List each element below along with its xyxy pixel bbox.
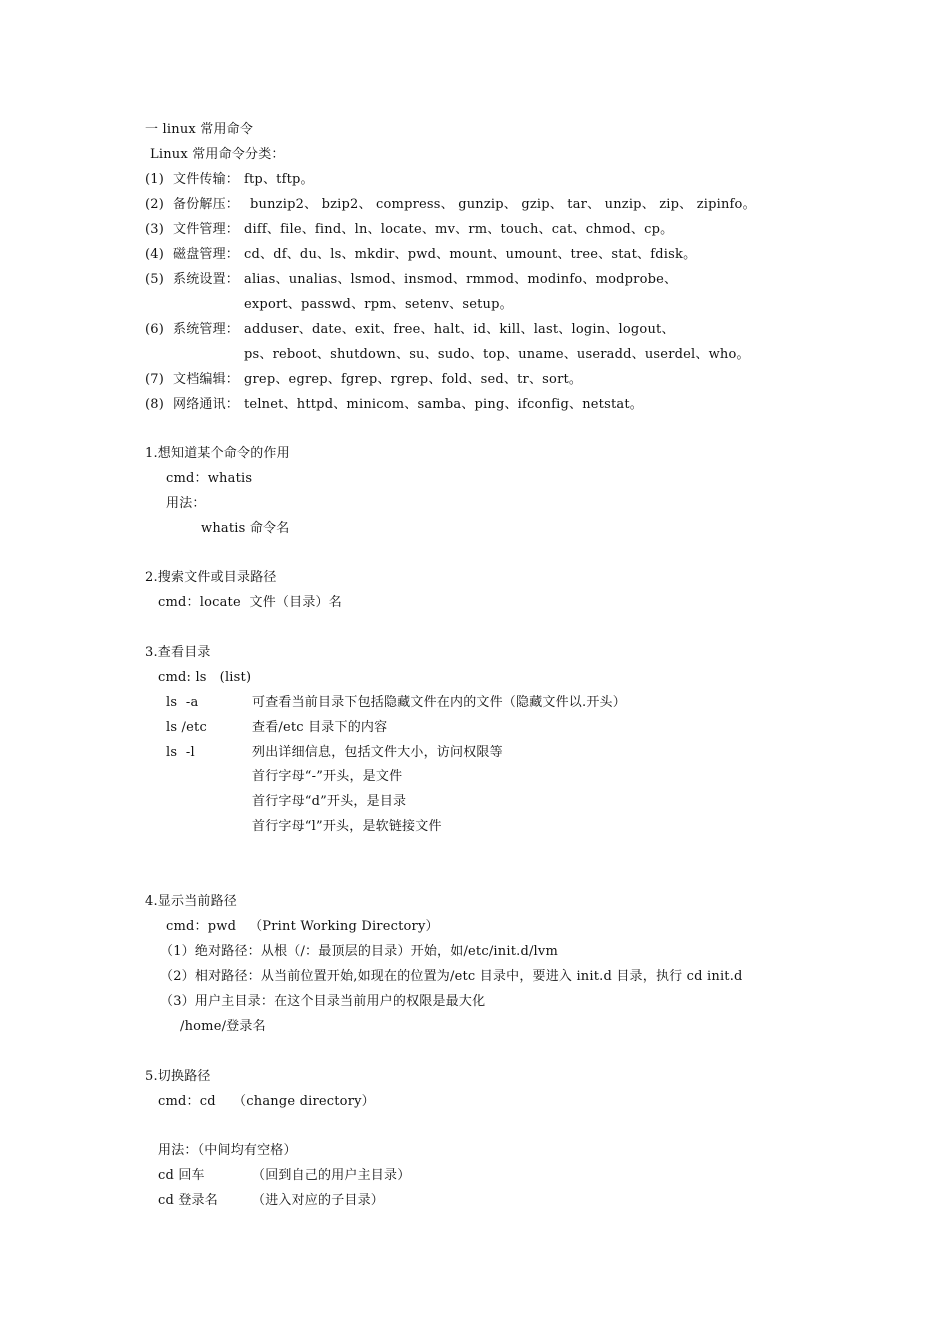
- option-command: ls -l: [166, 745, 195, 760]
- category-num: (5): [145, 272, 165, 287]
- category-num: (8): [145, 397, 165, 412]
- option-command: cd 登录名: [158, 1193, 218, 1208]
- section-heading: 4.显示当前路径: [145, 894, 238, 909]
- command-line: cmd：cd （change directory）: [158, 1094, 375, 1109]
- command-line: cmd：locate 文件（目录）名: [158, 595, 342, 610]
- category-label: 网络通讯：: [173, 397, 240, 412]
- category-commands-cont: export、passwd、rpm、setenv、setup。: [244, 297, 513, 312]
- option-description: 查看/etc 目录下的内容: [252, 720, 388, 735]
- option-description: 首行字母“-”开头，是文件: [252, 769, 403, 784]
- category-commands: alias、unalias、lsmod、insmod、rmmod、modinfo、modprobe、: [244, 272, 678, 287]
- option-command: cd 回车: [158, 1168, 205, 1183]
- list-item: （2）相对路径：从当前位置开始,如现在的位置为/etc 目录中，要进入 init.d 目录，执行 cd init.d: [160, 969, 743, 984]
- section-heading: 5.切换路径: [145, 1069, 211, 1084]
- option-command: ls /etc: [166, 720, 207, 735]
- category-label: 系统管理：: [173, 322, 240, 337]
- category-commands: ftp、tftp。: [244, 172, 314, 187]
- category-label: 文档编辑：: [173, 372, 240, 387]
- category-num: (7): [145, 372, 165, 387]
- category-label: 磁盘管理：: [173, 247, 240, 262]
- doc-subtitle: Linux 常用命令分类：: [150, 147, 285, 162]
- command-line: cmd：pwd （Print Working Directory）: [166, 919, 439, 934]
- category-commands: diff、file、find、ln、locate、mv、rm、touch、cat、chmod、cp。: [244, 222, 674, 237]
- usage-example: whatis 命令名: [201, 521, 290, 536]
- list-item: （3）用户主目录：在这个目录当前用户的权限是最大化: [160, 994, 486, 1009]
- category-label: 备份解压：: [173, 197, 240, 212]
- category-num: (2): [145, 197, 165, 212]
- category-commands: telnet、httpd、minicom、samba、ping、ifconfig、netstat。: [244, 397, 643, 412]
- category-num: (4): [145, 247, 165, 262]
- option-description: 首行字母“d”开头，是目录: [252, 794, 407, 809]
- category-commands: cd、df、du、ls、mkdir、pwd、mount、umount、tree、stat、fdisk。: [244, 247, 697, 262]
- category-num: (6): [145, 322, 165, 337]
- option-description: 可查看当前目录下包括隐藏文件在内的文件（隐藏文件以.开头）: [252, 695, 626, 710]
- section-heading: 3.查看目录: [145, 645, 211, 660]
- category-commands: adduser、date、exit、free、halt、id、kill、last、login、logout、: [244, 322, 675, 337]
- category-commands-cont: ps、reboot、shutdown、su、sudo、top、uname、useradd、userdel、who。: [244, 347, 750, 362]
- home-path: /home/登录名: [180, 1019, 266, 1034]
- command-line: cmd：whatis: [166, 471, 253, 486]
- option-description: 列出详细信息，包括文件大小，访问权限等: [252, 745, 503, 760]
- option-command: ls -a: [166, 695, 199, 710]
- category-commands: grep、egrep、fgrep、rgrep、fold、sed、tr、sort。: [244, 372, 583, 387]
- usage-label: 用法：: [166, 496, 206, 511]
- category-commands: bunzip2、 bzip2、 compress、 gunzip、 gzip、 tar、 unzip、 zip、 zipinfo。: [250, 197, 756, 212]
- section-heading: 1.想知道某个命令的作用: [145, 446, 290, 461]
- list-item: （1）绝对路径：从根（/：最顶层的目录）开始，如/etc/init.d/lvm: [160, 944, 558, 959]
- option-description: （进入对应的子目录）: [252, 1193, 385, 1208]
- category-label: 系统设置：: [173, 272, 240, 287]
- category-num: (3): [145, 222, 165, 237]
- category-label: 文件传输：: [173, 172, 240, 187]
- option-description: 首行字母“l”开头，是软链接文件: [252, 819, 442, 834]
- section-heading: 2.搜索文件或目录路径: [145, 570, 277, 585]
- doc-title: 一 linux 常用命令: [145, 122, 254, 137]
- command-line: cmd: ls (list): [158, 670, 252, 685]
- usage-label: 用法：（中间均有空格）: [158, 1143, 297, 1158]
- option-description: （回到自己的用户主目录）: [252, 1168, 411, 1183]
- category-label: 文件管理：: [173, 222, 240, 237]
- category-num: (1): [145, 172, 165, 187]
